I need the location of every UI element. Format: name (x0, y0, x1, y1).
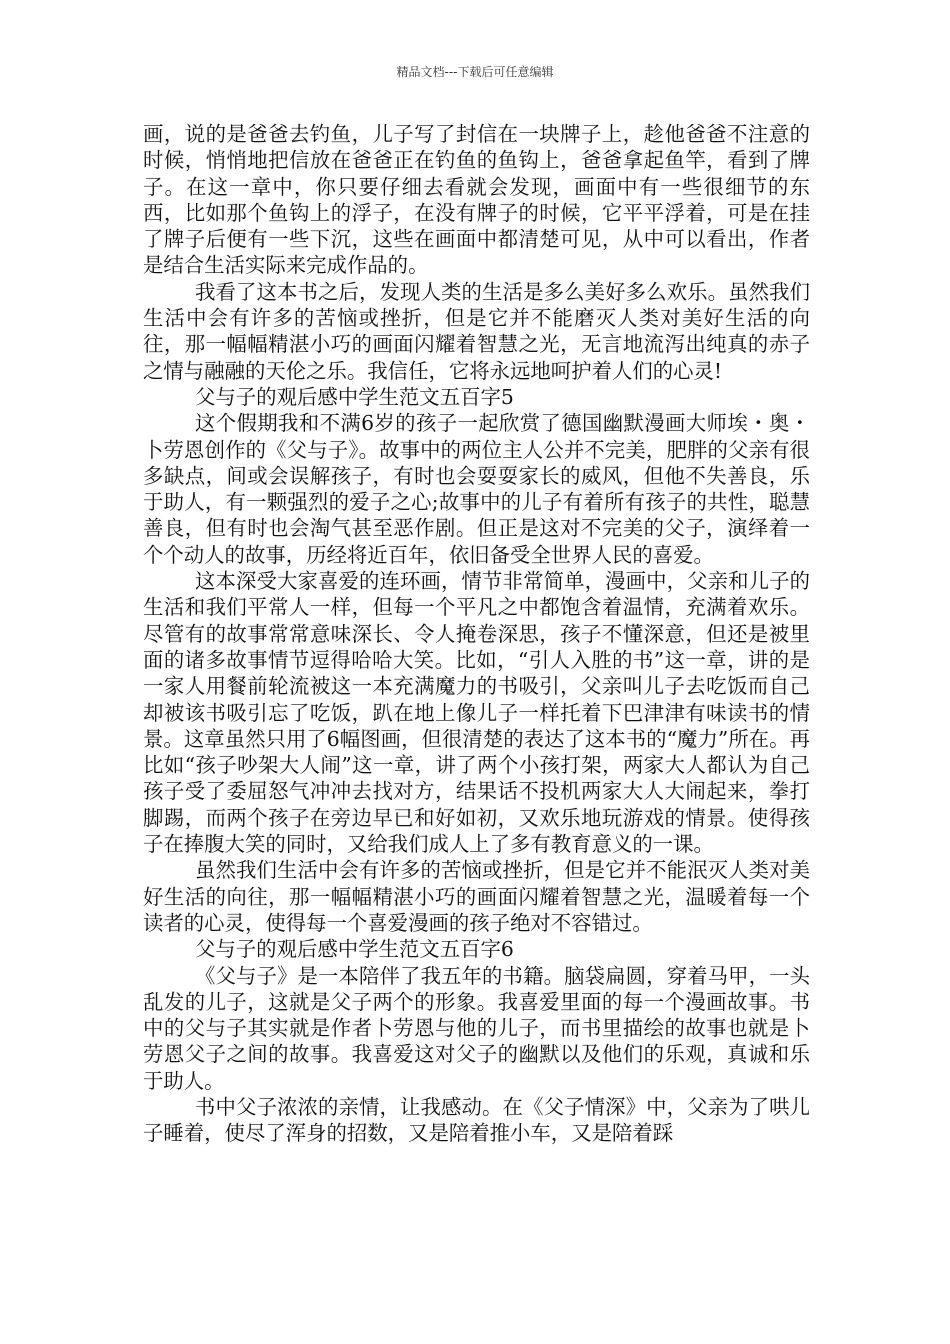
paragraph: 这本深受大家喜爱的连环画，情节非常简单，漫画中，父亲和儿子的生活和我们平常人一样，但每一个平凡之中都饱含着温情，充满着欢乐。尽管有的故事常常意味深长、令人掩卷深思，孩子不懂深意，但还是被里面的诸多故事情节逗得哈哈大笑。比如，“引人入胜的书”这一章，讲的是一家人用餐前轮流被这一本充满魔力的书吸引，父亲叫儿子去吃饭而自己却被该书吸引忘了吃饭，趴在地上像儿子一样托着下巴津津有味读书的情景。这章虽然只用了6幅图画，但很清楚的表达了这本书的“魔力”所在。再比如“孩子吵架大人闹”这一章，讲了两个小孩打架，两家大人都认为自己孩子受了委屈怒气冲冲去找对方，结果话不投机两家大人大闹起来，拳打脚踢，而两个孩子在旁边早已和好如初，又欢乐地玩游戏的情景。使得孩子在捧腹大笑的同时，又给我们成人上了多有教育意义的一课。 (143, 569, 810, 857)
paragraph: 这个假期我和不满6岁的孩子一起欣赏了德国幽默漫画大师埃・奥・卜劳恩创作的《父与子》。故事中的两位主人公并不完美，肥胖的父亲有很多缺点，间或会误解孩子，有时也会耍耍家长的威风，但他不失善良，乐于助人，有一颗强烈的爱子之心;故事中的儿子有着所有孩子的共性，聪慧善良，但有时也会淘气甚至恶作剧。但正是这对不完美的父子，演绎着一个个动人的故事，历经将近百年，依旧备受全世界人民的喜爱。 (143, 411, 810, 567)
paragraph: 我看了这本书之后，发现人类的生活是多么美好多么欢乐。虽然我们生活中会有许多的苦恼或挫折，但是它并不能磨灭人类对美好生活的向往，那一幅幅精湛小巧的画面闪耀着智慧之光，无言地流泻出纯真的赤子之情与融融的天伦之乐。我信任，它将永远地呵护着人们的心灵! (143, 279, 810, 383)
paragraph: 虽然我们生活中会有许多的苦恼或挫折，但是它并不能泯灭人类对美好生活的向往，那一幅幅精湛小巧的画面闪耀着智慧之光，温暖着每一个读者的心灵，使得每一个喜爱漫画的孩子绝对不容错过。 (143, 858, 810, 935)
document-body (143, 121, 810, 1147)
section-heading: 父与子的观后感中学生范文五百字5 (195, 384, 514, 409)
paragraph-continuation: 画，说的是爸爸去钓鱼，儿子写了封信在一块牌子上，趁他爸爸不注意的时候，悄悄地把信放在爸爸正在钓鱼的鱼钩上，爸爸拿起鱼竿，看到了牌子。在这一章中，你只要仔细去看就会发现，画面中有一些很细节的东西，比如那个鱼钩上的浮子，在没有牌子的时候，它平平浮着，可是在挂了牌子后便有一些下沉，这些在画面中都清楚可见，从中可以看出，作者是结合生活实际来完成作品的。 (143, 122, 810, 278)
paragraph: 《父与子》是一本陪伴了我五年的书籍。脑袋扁圆，穿着马甲，一头乱发的儿子，这就是父子两个的形象。我喜爱里面的每一个漫画故事。书中的父与子其实就是作者卜劳恩与他的儿子，而书里描绘的故事也就是卜劳恩父子之间的故事。我喜爱这对父子的幽默以及他们的乐观，真诚和乐于助人。 (143, 963, 810, 1093)
paragraph: 书中父子浓浓的亲情，让我感动。在《父子情深》中，父亲为了哄儿子睡着，使尽了浑身的招数，又是陪着推小车，又是陪着踩 (143, 1094, 810, 1146)
page-header: 精品文档---下载后可任意编辑 (396, 65, 554, 79)
section-heading: 父与子的观后感中学生范文五百字6 (195, 937, 514, 962)
